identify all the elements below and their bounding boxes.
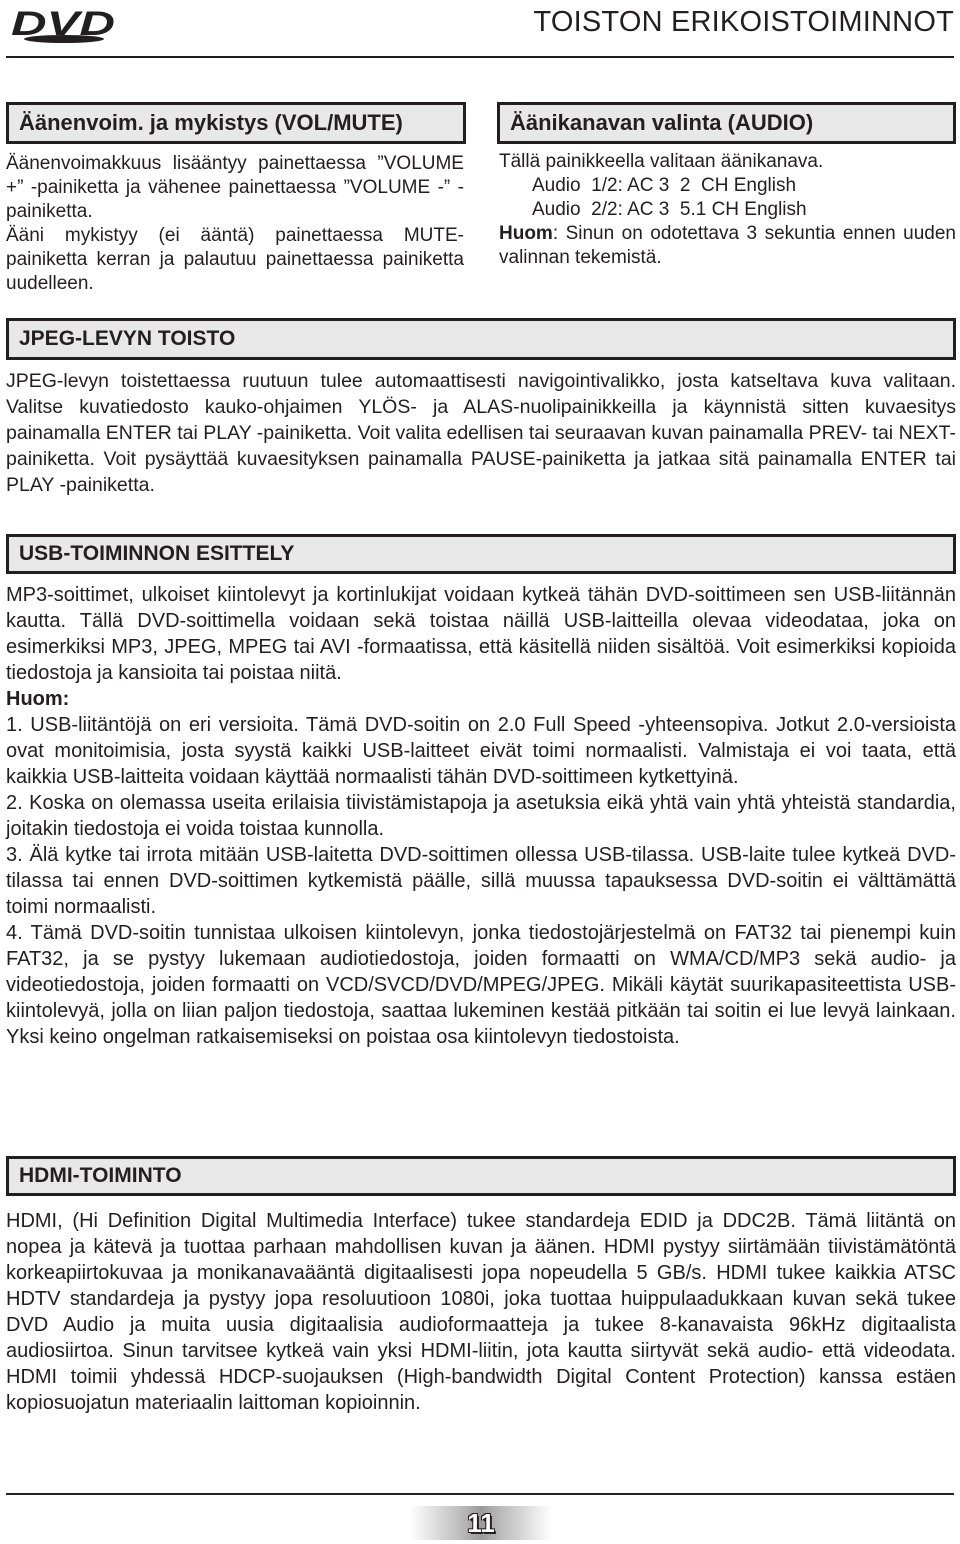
usb-section-heading: USB-TOIMINNON ESITTELY [19,542,295,565]
audio-section-heading: Äänikanavan valinta (AUDIO) [510,110,814,135]
audio-track-1: Audio 1/2: AC 3 2 CH English [532,175,797,196]
audio-note-label: Huom [499,223,553,244]
hdmi-section-heading-box [6,1156,956,1196]
usb-note-item-2: 2. Koska on olemassa useita erilaisia tiivistämistapoja ja asetuksia eikä yhtä vain yhtä yhteistä standardia, joitakin tiedostoja ei voida toistaa kunnolla. [6,792,956,840]
jpeg-section-body [6,368,956,498]
page-header-title: TOISTON ERIKOISTOIMINNOT [533,6,954,38]
hdmi-section-heading: HDMI-TOIMINTO [19,1164,182,1187]
usb-note-item-4: 4. Tämä DVD-soitin tunnistaa ulkoisen kiintolevyn, jonka tiedostojärjestelmä on FAT32 tai pienempi kuin FAT32, ja se pystyy lukemaan audiotiedostoja, joiden formaatti on WMA/CD/MP3 sekä audio- ja videotiedostoja, joiden formaatti on VCD/SVCD/DVD/MPEG/JPEG. Mikäli käytät suurikapasiteettista USB-kiintolevyä, jolla on liian paljon tiedostoja, saattaa lukeminen kestää pitkään tai soitin ei lue levyä lainkaan. Yksi keino ongelman ratkaisemiseksi on poistaa osa kiintolevyn tiedostoista. [6,922,956,1048]
dvd-logo [8,4,120,44]
jpeg-section-heading-box [6,318,956,360]
hdmi-section-body [6,1208,956,1416]
hdmi-paragraph: HDMI, (Hi Definition Digital Multimedia Interface) tukee standardeja EDID ja DDC2B. Tämä liitäntä on nopea ja kätevä ja tuottaa parhaan mahdollisen kuvan ja äänen. HDMI pystyy siirtämään tiivistämätöntä korkeapiirtokuvaa ja monikanavaääntä digitaalisesti jopa nopeudella 5 GB/s. HDMI tukee kaikkia ATSC HDTV standardeja ja pystyy jopa resoluutioon 1080i, joka tuottaa huippulaadukkaan kuvan sekä tukee DVD Audio ja muita uusia digitaalisia audioformaatteja ja tukee 8-kanavaista 96kHz digitaalista audiosiirtoa. Sinun tarvitsee kytkeä vain yksi HDMI-liitin, jota kautta siirtyvät sekä audio- että videodata. HDMI toimii yhdessä HDCP-suojauksen (High-bandwidth Digital Content Protection) kanssa estäen kopiosuojatun materiaalin laittoman kopioinnin. [6,1210,956,1414]
page-number: 11 [467,1507,495,1538]
audio-intro: Tällä painikkeella valitaan äänikanava. [499,151,824,172]
usb-intro: MP3-soittimet, ulkoiset kiintolevyt ja kortinlukijat voidaan kytkeä tähän DVD-soittimeen sen USB-liitännän kautta. Tällä DVD-soittimella voidaan sekä toistaa näillä USB-laitteilla olevaa videodataa, joka on esimerkiksi MP3, JPEG, MPEG tai AVI -formaatissa, että käsitellä niiden sisältöä. Voit esimerkiksi kopioida tiedostoja ja kansioita tai poistaa niitä. [6,584,956,684]
volume-paragraph-1: Äänenvoimakkuus lisääntyy painettaessa ”VOLUME +” -painiketta ja vähenee painettaessa ”VOLUME -” -painiketta. [6,153,464,222]
usb-section-heading-box [6,534,956,574]
header-divider [6,56,954,58]
audio-section-body [499,150,956,270]
jpeg-paragraph: JPEG-levyn toistettaessa ruutuun tulee automaattisesti navigointivalikko, josta katseltava kuva valitaan. Valitse kuvatiedosto kauko-ohjaimen YLÖS- ja ALAS-nuolipainikkeilla ja käynnistä sitten kuvaesitys painamalla ENTER tai PLAY -painiketta. Voit valita edellisen tai seuraavan kuvan painamalla PREV- tai NEXT-painiketta. Voit pysäyttää kuvaesityksen painamalla PAUSE-painiketta ja jatkaa sitä painamalla ENTER tai PLAY -painiketta. [6,370,956,496]
volume-section-body [6,152,464,296]
audio-note [499,222,956,270]
usb-note-item-1: 1. USB-liitäntöjä on eri versioita. Tämä DVD-soitin on 2.0 Full Speed -yhteensopiva. Jotkut 2.0-versioista ovat monitoimisia, josta syystä kaikki USB-laitteet eivät toimi normaalisti. Valmistaja ei voi taata, että kaikkia USB-laitteita voidaan käyttää normaalisti tähän DVD-soittimeen kytkettyinä. [6,714,956,788]
usb-note-label: Huom: [6,688,70,710]
page-number-badge [410,1506,552,1540]
footer-divider [6,1493,954,1495]
usb-section-body [6,582,956,1050]
jpeg-section-heading: JPEG-LEVYN TOISTO [19,327,236,350]
logo-text: DVD [11,5,115,43]
volume-section-heading-box [6,102,466,144]
audio-section-heading-box [497,102,956,144]
audio-note-text: : Sinun on odotettava 3 sekuntia ennen uuden valinnan tekemistä. [499,223,956,268]
volume-section-heading: Äänenvoim. ja mykistys (VOL/MUTE) [19,110,403,135]
dvd-logo-graphic [8,4,120,44]
volume-paragraph-2: Ääni mykistyy (ei ääntä) painettaessa MUTE-painiketta kerran ja palautuu painettaessa painiketta uudelleen. [6,225,464,294]
usb-note-item-3: 3. Älä kytke tai irrota mitään USB-laitetta DVD-soittimen ollessa USB-tilassa. USB-laite tulee kytkeä DVD-tilassa tai ennen DVD-soittimen kytkemistä päälle, sillä muussa tapauksessa DVD-soitin ei välttämättä toimi normaalisti. [6,844,956,918]
audio-track-2: Audio 2/2: AC 3 5.1 CH English [532,199,807,220]
